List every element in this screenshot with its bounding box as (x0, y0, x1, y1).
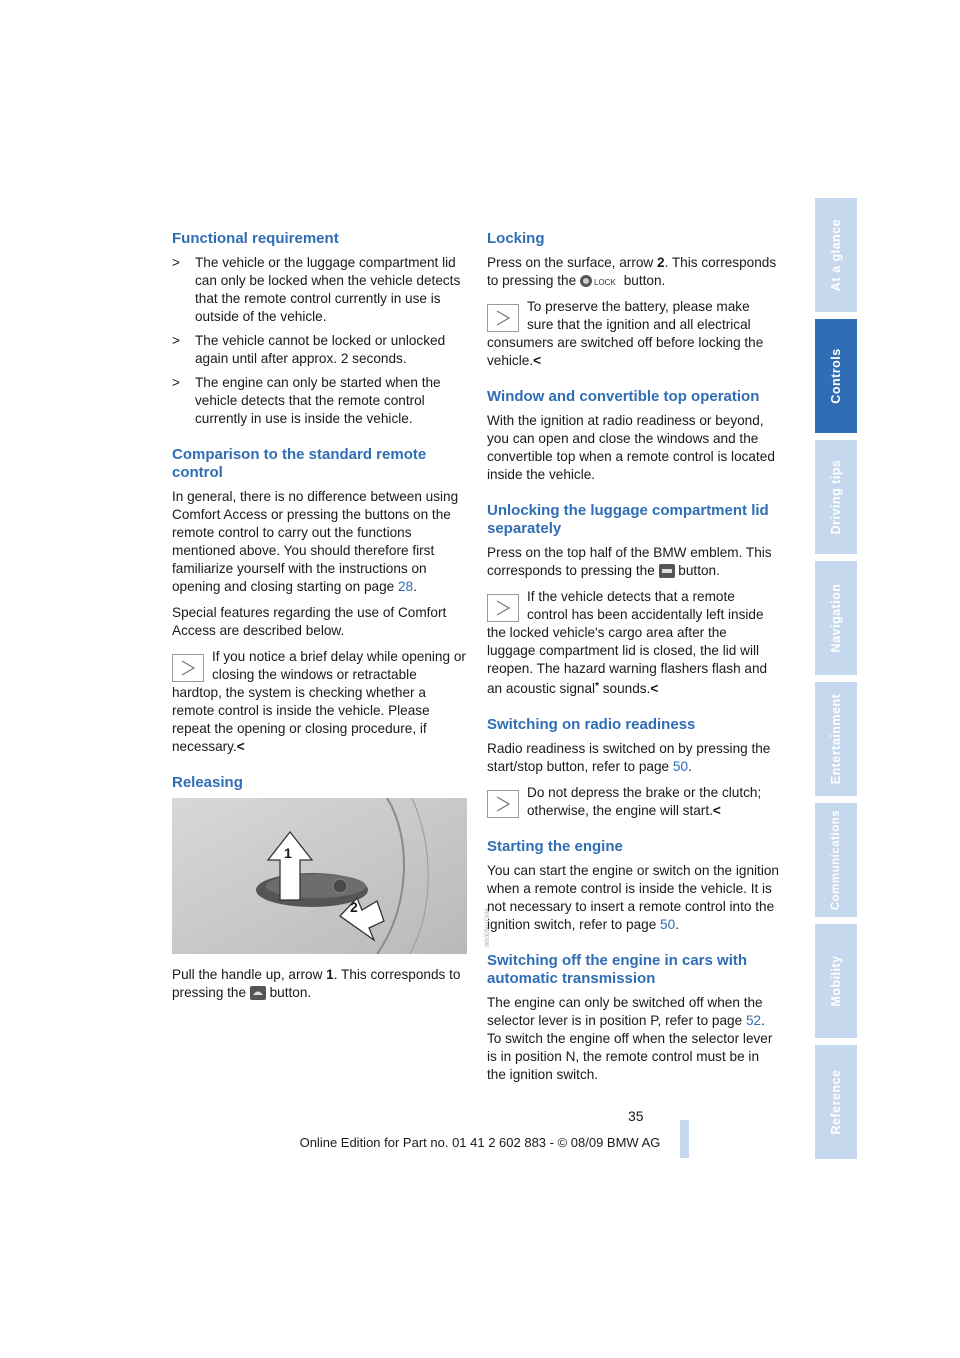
note-triangle-icon (487, 304, 519, 332)
paragraph: Special features regarding the use of Comfort Access are described below. (172, 605, 447, 638)
left-column (172, 230, 491, 1010)
list-item: > The vehicle or the luggage compartment lid can only be locked when the vehicle detects that the remote control currently in use is outside of the vehicle. (172, 255, 461, 324)
paragraph: Pull the handle up, arrow 1. This corresponds to pressing the button. (172, 967, 461, 1000)
heading-functional-requirement: Functional requirement (172, 230, 339, 247)
paragraph: Radio readiness is switched on by pressing the start/stop button, refer to page 50. (487, 741, 771, 774)
bullet-mark: > (172, 375, 180, 390)
image-code: W630501CMA (485, 908, 491, 948)
footer-edition: Online Edition for Part no. 01 41 2 602 883 - © 08/09 BMW AG (299, 1135, 661, 1150)
lock-icon-label: LOCK (593, 278, 616, 287)
page-link[interactable]: 50 (672, 759, 689, 774)
end-mark: < (236, 739, 245, 754)
door-handle-photo (172, 798, 491, 954)
requirement-list (172, 254, 467, 428)
trunk-button-icon (659, 564, 675, 578)
heading-switching-off: Switching off the engine in cars with automatic transmission (487, 952, 748, 987)
tab-entertainment[interactable]: Entertainment (815, 682, 857, 796)
arrow-label-2: 2 (350, 899, 358, 915)
end-mark: < (650, 681, 659, 696)
heading-luggage: Unlocking the luggage compartment lid separately (487, 502, 769, 537)
page-link[interactable]: 28 (397, 579, 414, 594)
paragraph: Press on the surface, arrow 2. This corresponds to pressing the LOCK button. (487, 255, 777, 288)
heading-comparison: Comparison to the standard remote control (172, 446, 427, 481)
list-item: > The vehicle cannot be locked or unlocked again until after approx. 2 seconds. (172, 333, 446, 366)
right-column (487, 230, 779, 1092)
bullet-mark: > (172, 333, 180, 348)
tab-mobility[interactable]: Mobility (815, 924, 857, 1038)
heading-radio-readiness: Switching on radio readiness (487, 716, 696, 733)
end-mark: < (533, 353, 542, 368)
tab-controls[interactable]: Controls (815, 319, 857, 433)
note-box: Do not depress the brake or the clutch; otherwise, the engine will start.< (487, 784, 779, 820)
tab-communications[interactable]: Communications (815, 803, 857, 917)
paragraph: With the ignition at radio readiness or beyond, you can open and close the windows and the convertible top when a remote control is located inside the vehicle. (487, 413, 775, 482)
end-mark: < (712, 803, 721, 818)
page-link[interactable]: 50 (660, 917, 676, 932)
heading-window-top: Window and convertible top operation (487, 388, 760, 405)
heading-releasing: Releasing (172, 774, 243, 791)
arrow-label-1: 1 (284, 845, 292, 861)
tab-driving-tips[interactable]: Driving tips (815, 440, 857, 554)
note-box: If you notice a brief delay while opening or closing the windows or retractable hardtop, the system is checking whether a remote control is inside the vehicle. Please repeat the opening or closing procedure, if necessary.< (172, 649, 466, 754)
list-item: > The engine can only be started when the vehicle detects that the remote control currently in use is inside the vehicle. (172, 375, 441, 426)
paragraph: The engine can only be switched off when the selector lever is in position P, refer to page 52. To switch the engine off when the selector lever is in position N, the remote control must be in the ignition switch. (487, 995, 773, 1082)
note-triangle-icon (172, 654, 204, 682)
lock-button-icon (580, 274, 620, 288)
note-box: To preserve the battery, please make sure that the ignition and all electrical consumers are switched off before locking the vehicle.< (487, 299, 764, 368)
tab-reference[interactable]: Reference (815, 1045, 857, 1159)
note-triangle-icon (487, 790, 519, 818)
paragraph: You can start the engine or switch on the ignition when a remote control is inside the vehicle. It is not necessary to insert a remote control into the ignition switch, refer to page 50. (487, 863, 779, 932)
unlock-button-icon (250, 986, 266, 1000)
optional-equipment-star: * (595, 681, 599, 692)
page-number: 35 (628, 1108, 644, 1124)
heading-starting-engine: Starting the engine (487, 838, 623, 855)
tab-at-a-glance[interactable]: At a glance (815, 198, 857, 312)
page-link[interactable]: 52 (745, 1013, 762, 1028)
door-handle-illustration (172, 798, 467, 954)
heading-locking: Locking (487, 230, 545, 247)
paragraph: Press on the top half of the BMW emblem. This corresponds to pressing the button. (487, 545, 772, 578)
tab-navigation[interactable]: Navigation (815, 561, 857, 675)
note-triangle-icon (487, 594, 519, 622)
note-box: If the vehicle detects that a remote control has been accidentally left inside the locked vehicle's cargo area after the luggage compartment lid is closed, the lid will reopen. The hazard warning flashers flash and an acoustic signal* sounds.< (487, 589, 768, 696)
section-tabs (815, 198, 857, 1166)
paragraph: In general, there is no difference between using Comfort Access or pressing the buttons on the remote control to carry out the functions mentioned above. You should therefore first familiarize yourself with the instructions on opening and closing starting on page 28. (172, 489, 459, 594)
bullet-mark: > (172, 255, 180, 270)
